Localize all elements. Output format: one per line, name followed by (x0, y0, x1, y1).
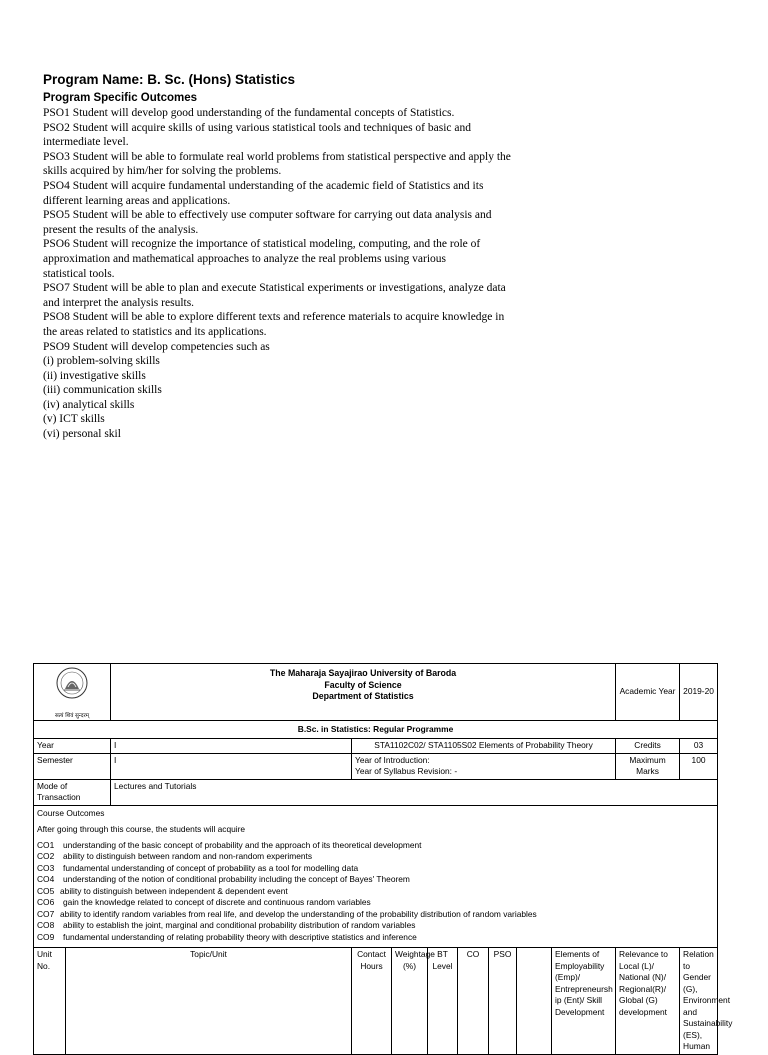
course-outcomes-intro: After going through this course, the students will acquire (37, 824, 246, 834)
faculty-name: Faculty of Science (324, 679, 402, 690)
pso-line: PSO6 Student will recognize the importance of statistical modeling, computing, and the role of (43, 238, 481, 251)
course-outcome-item (37, 886, 714, 898)
course-outcome-item (37, 863, 714, 875)
co-text: fundamental understanding of relating probability theory with descriptive statistics and inference (63, 931, 417, 942)
co-code: CO4 (37, 874, 55, 884)
course-outcome-item (37, 897, 714, 909)
course-outcome-item (37, 840, 714, 852)
pso-line: different learning areas and applications. (43, 194, 231, 207)
co-text: ability to distinguish between random and non-random experiments (63, 851, 313, 861)
course-outcomes-cell (34, 805, 718, 948)
pso-line: the areas related to statistics and its applications. (43, 325, 267, 338)
co-text: ability to distinguish between independent & dependent event (60, 885, 288, 896)
pso-line: PSO8 Student will be able to explore different texts and reference materials to acquire knowledge in (43, 311, 505, 324)
year-info (352, 753, 616, 779)
pso-line: approximation and mathematical approaches to analyze the real problems using various (43, 252, 446, 265)
credits-label: Credits (616, 739, 680, 754)
pso-line: (iv) analytical skills (43, 398, 135, 411)
course-outcome-item (37, 851, 714, 863)
pso-line: (i) problem-solving skills (43, 355, 160, 368)
col-unit-no: Unit No. (34, 948, 66, 1055)
co-code: CO3 (37, 862, 55, 873)
co-code: CO5 (37, 885, 55, 896)
university-logo-cell (34, 664, 111, 721)
max-marks-value: 100 (680, 753, 718, 779)
pso-line: PSO3 Student will be able to formulate real world problems from statistical perspective and apply the (43, 150, 511, 163)
pso-line: present the results of the analysis. (43, 223, 199, 236)
co-text: understanding of the notion of conditional probability including the concept of Bayes' Theorem (63, 874, 410, 884)
institution-header (111, 664, 616, 721)
revision-label: Year of Syllabus Revision: - (355, 766, 458, 776)
course-outcome-item (37, 932, 714, 944)
programme-title: B.Sc. in Statistics: Regular Programme (34, 720, 718, 739)
pso-line: (ii) investigative skills (43, 369, 146, 382)
mode-value: Lectures and Tutorials (111, 779, 718, 805)
pso-line: statistical tools. (43, 267, 115, 280)
co-code: CO1 (37, 839, 55, 850)
pso-line: skills acquired by him/her for solving the problems. (43, 165, 282, 178)
program-outcomes-section (43, 71, 603, 442)
co-code: CO6 (37, 897, 55, 907)
pso-line: PSO5 Student will be able to effectively use computer software for carrying out data analysis and (43, 209, 492, 222)
col-bt-level: BT Level (428, 948, 458, 1055)
pso-line: PSO4 Student will acquire fundamental understanding of the academic field of Statistics and its (43, 179, 484, 192)
col-weightage: Weightage (%) (392, 948, 428, 1055)
year-value: I (111, 739, 352, 754)
col-contact-hours: Contact Hours (352, 948, 392, 1055)
co-text: understanding of the basic concept of probability and the approach of its theoretical development (63, 839, 422, 850)
col-pso: PSO (489, 948, 517, 1055)
course-outcome-item (37, 909, 714, 921)
pso-line: PSO9 Student will develop competencies such as (43, 340, 270, 353)
co-text: ability to establish the joint, marginal and conditional probability distribution of random variables (63, 920, 416, 930)
pso-line: PSO1 Student will develop good understanding of the fundamental concepts of Statistics. (43, 107, 455, 119)
pso-line: PSO7 Student will be able to plan and execute Statistical experiments or investigations, analyze data (43, 282, 506, 295)
academic-year-value: 2019-20 (680, 664, 718, 721)
credits-value: 03 (680, 739, 718, 754)
col-relevance: Relevance to Local (L)/ National (N)/ Regional(R)/ Global (G) development (616, 948, 680, 1055)
course-outcome-item (37, 874, 714, 886)
pso-line: (v) ICT skills (43, 413, 105, 426)
pso-line: and interpret the analysis results. (43, 296, 195, 309)
max-marks-label: Maximum Marks (616, 753, 680, 779)
year-label: Year (34, 739, 111, 754)
pso-list (43, 106, 603, 442)
pso-heading: Program Specific Outcomes (43, 92, 198, 104)
semester-label: Semester (34, 753, 111, 779)
col-topic: Topic/Unit (66, 948, 352, 1055)
col-co: CO (458, 948, 489, 1055)
co-text: fundamental understanding of concept of probability as a tool for modelling data (63, 862, 359, 873)
pso-line: intermediate level. (43, 136, 129, 149)
program-name: Program Name: B. Sc. (Hons) Statistics (43, 72, 296, 87)
logo-caption: सत्यं शिवं सुन्दरम् (54, 712, 90, 719)
col-spacer (517, 948, 552, 1055)
department-name: Department of Statistics (312, 691, 414, 701)
pso-line: PSO2 Student will acquire skills of using various statistical tools and techniques of basic and (43, 121, 471, 134)
co-code: CO9 (37, 931, 55, 942)
syllabus-table (33, 663, 733, 1055)
mode-label: Mode of Transaction (34, 779, 111, 805)
university-name: The Maharaja Sayajirao University of Baroda (269, 668, 457, 678)
co-text: gain the knowledge related to concept of discrete and continuous random variables (63, 897, 371, 907)
course-title: STA1102C02/ STA1105S02 Elements of Probability Theory (352, 739, 616, 754)
co-code: CO7 (37, 908, 55, 919)
university-seal-icon (44, 665, 100, 709)
co-text: ability to identify random variables from real life, and develop the understanding of the probability distribution of random variables (60, 908, 537, 919)
col-elements: Elements of Employability (Emp)/ Entrepreneursh ip (Ent)/ Skill Development (552, 948, 616, 1055)
col-relation: Relation to Gender (G), Environment and Sustainability (ES), Human (680, 948, 718, 1055)
semester-value: I (111, 753, 352, 779)
academic-year-label: Academic Year (616, 664, 680, 721)
co-code: CO8 (37, 920, 55, 930)
course-outcome-item (37, 920, 714, 932)
course-outcomes-heading: Course Outcomes (37, 807, 105, 818)
co-code: CO2 (37, 851, 55, 861)
pso-line: (vi) personal skil (43, 428, 121, 441)
pso-line: (iii) communication skills (43, 384, 162, 397)
intro-label: Year of Introduction: (355, 754, 430, 765)
